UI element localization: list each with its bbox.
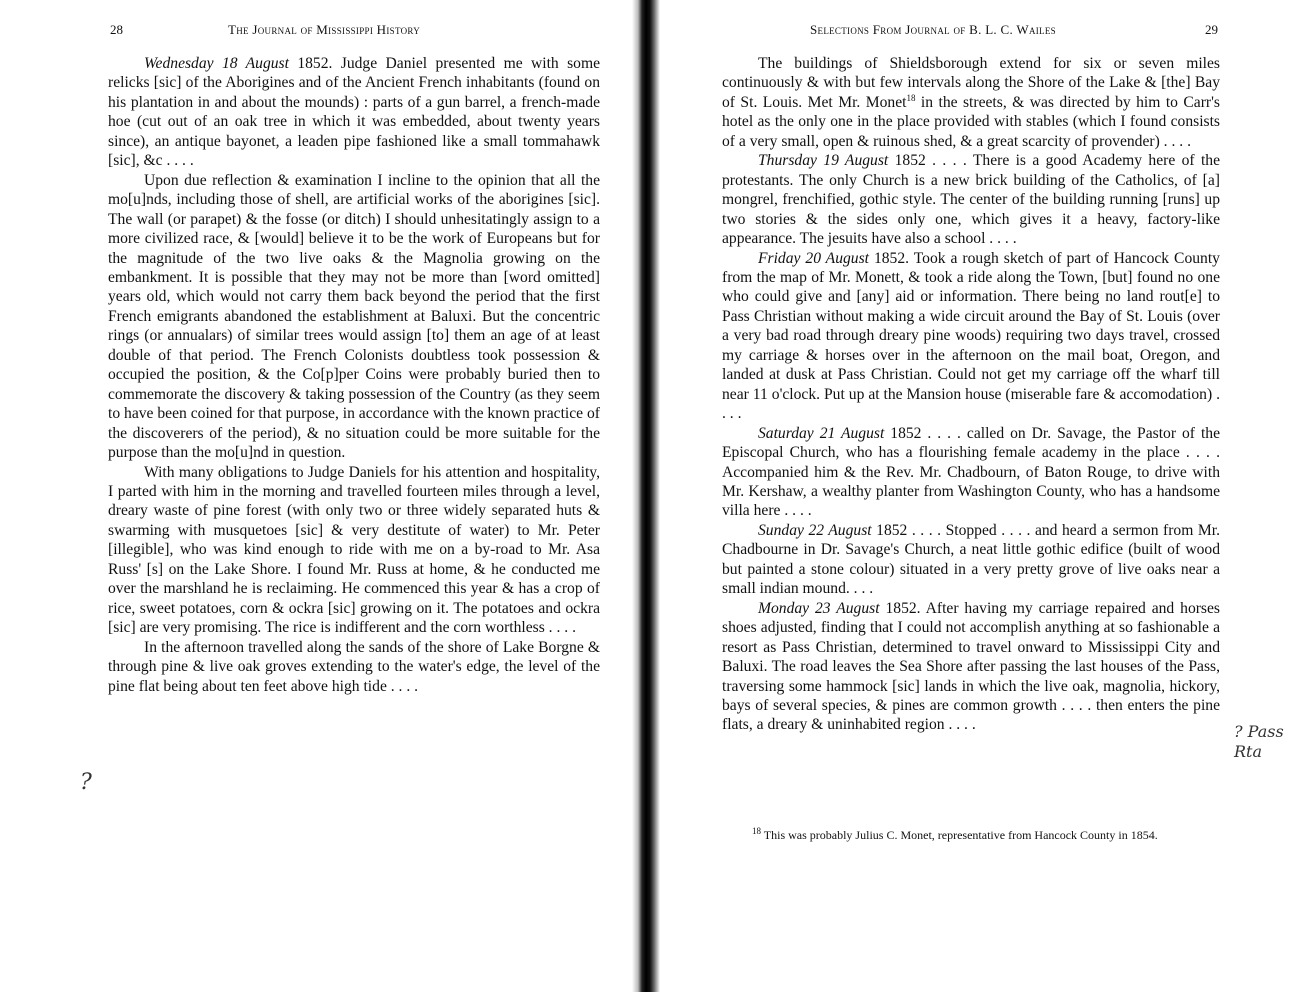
paragraph — [722, 521, 1220, 599]
paragraph-text: Upon due reflection & examination I incline to the opinion that all the mo[u]nds, including those of shell, are artificial works of the aborigines [sic]. The wall (or parapet) & the fosse (or ditch) I should unhesitatingly assign to a more civilized race, & [would] believe it to be the work of Europeans but for the magnitude of the two live oaks & the Magnolia growing on the embankment. It is possible that they may not be more than [word omitted] years old, which would not carry them back beyond the period that the first French emigrants abandoned the establishment at Baluxi. But the concentric rings (or annualars) of similar trees would assign [to] them an age of at least double of that period. The French Colonists doubtless took possession & occupied the position, & the Co[p]per Coins were probably buried then to commemorate the discovery & taking possession of the Country (as they seem to have been coined for that purpose, in accordance with the known practice of the discoverers of the period), & no situation could be more suitable for the purpose than the mo[u]nd in question. — [108, 171, 600, 462]
paragraph — [722, 54, 1220, 151]
paragraph-text: 1852. Took a rough sketch of part of Hancock County from the map of Mr. Monett, & took a ride along the Town, [but] found no one who could give and [any] aid or information. There being no land rout[e] to Pass Christian without making a wide circuit around the Bay of St. Louis (over a very bad road through dreary pine woods) requiring two days travel, crossed my carriage & horses over in the afternoon on the mail boat, Oregon, and landed at dusk at Pass Christian. Could not get my carriage off the wharf till near 11 o'clock. Put up at the Mansion house (miserable fare & accomodation) . . . . — [722, 249, 1220, 423]
entry-date: Saturday 21 August — [758, 424, 885, 442]
paragraph — [722, 599, 1220, 735]
paragraph-text: 1852 . . . . Stopped . . . . and heard a sermon from Mr. Chadbourne in Dr. Savage's Church, a neat little gothic edifice (built of wood but painted a stone colour) situated in a very pretty grove of live oaks near a small indian mound. . . . — [722, 521, 1220, 598]
paragraph — [108, 54, 600, 171]
paragraph-text: in the streets, & was directed by him to Carr's hotel as the only one in the place provided with stables (which I found consists of a very small, open & ruinous shed, & a great scarcity of provender) . . . . — [722, 93, 1220, 150]
entry-date: Thursday 19 August — [758, 152, 889, 170]
paragraph — [722, 151, 1220, 248]
running-head: The Journal of Mississippi History — [228, 22, 421, 37]
margin-note: ? Pass Rta — [1234, 722, 1284, 761]
page-number: 29 — [1205, 22, 1218, 37]
page-number: 28 — [110, 22, 123, 37]
paragraph-text: 1852 . . . . There is a good Academy here of the protestants. The only Church is a new brick building of the Catholics, of [a] mongrel, frenchified, gothic style. The center of the building running [runs] up two stories & the sides only one, which gives it a heavy, factory-like appearance. The jesuits have also a school . . . . — [722, 152, 1220, 248]
paragraph — [722, 424, 1220, 521]
entry-date: Sunday 22 August — [758, 521, 872, 539]
entry-date: Wednesday 18 August — [144, 55, 289, 72]
paragraph-text: The buildings of Shieldsborough extend for six or seven miles continuously & with but few intervals along the Shore of the Lake & [the] Bay of St. Louis. Met Mr. Monet — [722, 55, 1220, 111]
paragraph-text: With many obligations to Judge Daniels for his attention and hospitality, I parted with him in the morning and travelled fourteen miles through a level, dreary waste of pine forest (with only two or three widely separated huts & swarming with musquetoes [sic] & very destitute of water) to Mr. Peter [illegible], who was kind enough to ride with me on a by-road to Mr. Asa Russ' [s] on the Lake Shore. I found Mr. Russ at home, & he conducted me over the marshland he is reclaiming. He commenced this year & has a crop of rice, sweet potatoes, corn & ockra [sic] growing on it. The potatoes and ockra [sic] are very promising. The rice is indifferent and the corn worthless . . . . — [108, 463, 600, 637]
footnote-text — [722, 828, 1220, 842]
margin-note: ? — [80, 770, 92, 795]
body-text — [108, 54, 600, 696]
body-text — [722, 54, 1220, 735]
paragraph — [108, 638, 600, 696]
footnote-mark: 18 — [752, 826, 761, 836]
running-head: Selections From Journal of B. L. C. Wailes — [810, 22, 1056, 37]
paragraph-text: 1852 . . . . called on Dr. Savage, the Pastor of the Episcopal Church, who has a flourishing female academy in the place . . . . Accompanied him & the Rev. Mr. Chadbourn, of Baton Rouge, to drive with Mr. Kershaw, a wealthy planter from Washington County, who has a handsome villa here . . . . — [722, 424, 1220, 520]
entry-date: Friday 20 August — [758, 249, 869, 267]
paragraph — [722, 249, 1220, 424]
right-page — [660, 0, 1292, 992]
left-page — [0, 0, 632, 992]
footnote-body: This was probably Julius C. Monet, representative from Hancock County in 1854. — [761, 828, 1158, 842]
paragraph — [108, 171, 600, 463]
paragraph — [108, 463, 600, 638]
footnote-ref[interactable]: 18 — [906, 92, 916, 103]
footnote — [722, 828, 1220, 842]
entry-date: Monday 23 August — [758, 599, 880, 617]
paragraph-text: 1852. After having my carriage repaired and horses shoes adjusted, finding that I could not accomplish anything at so fashionable a resort as Pass Christian, determined to travel onward to Mississippi City and Baluxi. The road leaves the Sea Shore after passing the last houses of the Pass, traversing some hammock [sic] lands in which the live oak, magnolia, hickory, bays of several species, & pines are common growth . . . . then enters the pine flats, a dreary & uninhabited region . . . . — [722, 599, 1220, 734]
paragraph-text: 1852. Judge Daniel presented me with some relicks [sic] of the Aborigines and of the Ancient French inhabitants (found on his plantation in and about the mounds) : parts of a gun barrel, a french-made hoe (cut out of an oak tree in which it was embedded, about twenty years since), an antique bayonet, a leaden pipe fashioned like a small tommahawk [sic], &c . . . . — [108, 55, 600, 170]
paragraph-text: In the afternoon travelled along the sands of the shore of Lake Borgne & through pine & live oak groves extending to the water's edge, the level of the pine flat being about ten feet above high tide . . . . — [108, 638, 600, 695]
book-gutter — [632, 0, 660, 992]
